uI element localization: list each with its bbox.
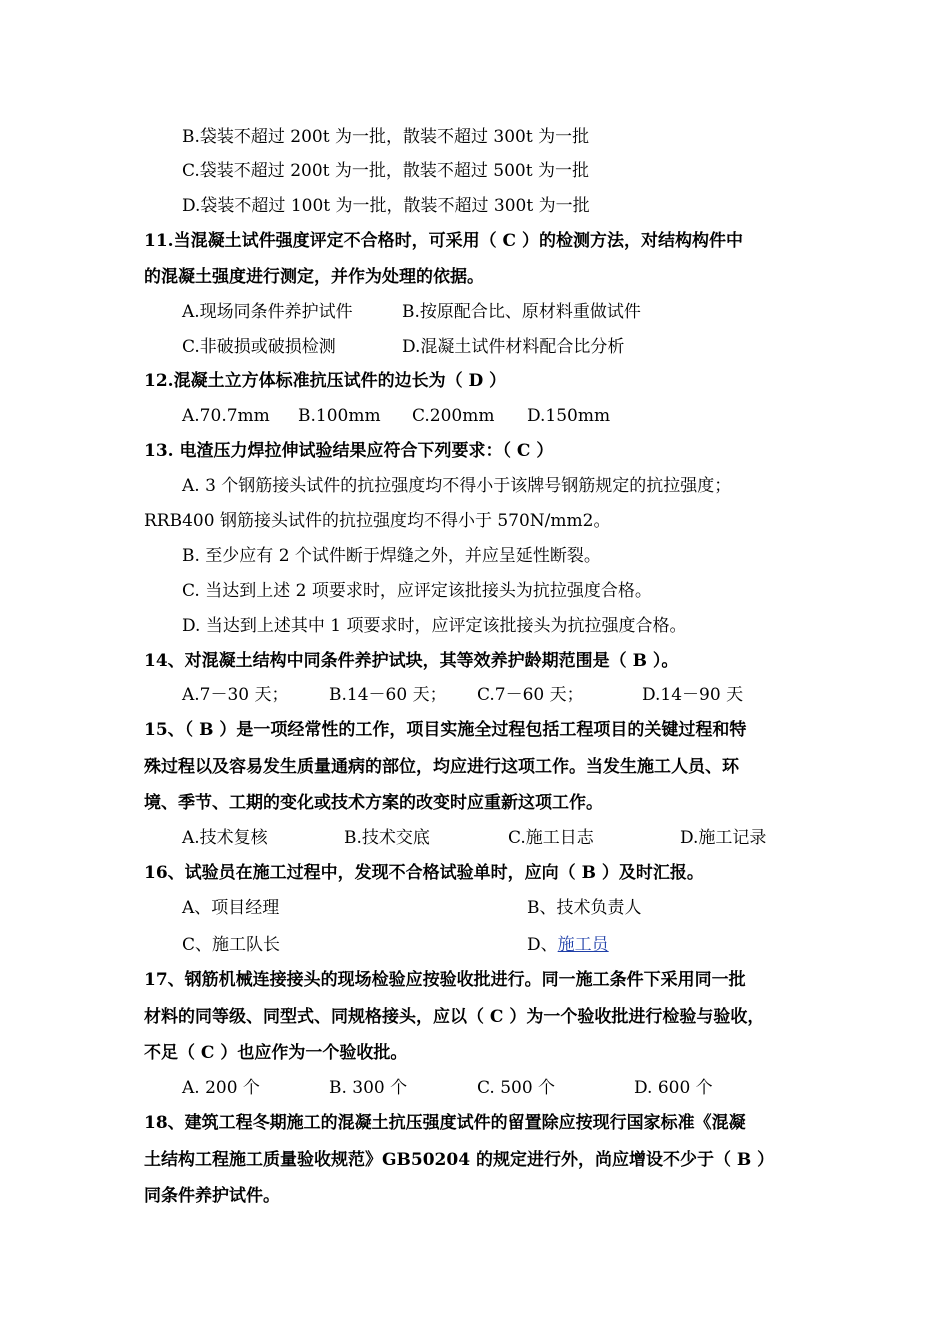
- q17-option-a: A. 200 个: [182, 1078, 260, 1098]
- q17-option-c: C. 500 个: [477, 1078, 556, 1098]
- q16-option-b: B、技术负责人: [527, 898, 642, 918]
- q17-option-d: D. 600 个: [634, 1078, 713, 1098]
- q11-option-c: C.非破损或破损检测: [182, 337, 336, 357]
- q18-stem-line1: 18、建筑工程冬期施工的混凝土抗压强度试件的留置除应按现行国家标准《混凝: [144, 1113, 746, 1133]
- q18-stem-line2: 土结构工程施工质量验收规范》GB50204 的规定进行外，尚应增设不少于（ B ）: [144, 1150, 775, 1170]
- q10-option-c: C.袋装不超过 200t 为一批，散装不超过 500t 为一批: [182, 161, 589, 181]
- q11-option-a: A.现场同条件养护试件: [182, 302, 353, 322]
- q15-option-d: D.施工记录: [680, 828, 767, 848]
- q17-stem-line2: 材料的同等级、同型式、同规格接头，应以（ C ）为一个验收批进行检验与验收，: [144, 1007, 765, 1027]
- q15-stem-line3: 境、季节、工期的变化或技术方案的改变时应重新这项工作。: [144, 793, 603, 813]
- q15-option-c: C.施工日志: [508, 828, 594, 848]
- q17-stem-line3: 不足（ C ）也应作为一个验收批。: [144, 1043, 408, 1063]
- q13-option-a-line1: A. 3 个钢筋接头试件的抗拉强度均不得小于该牌号钢筋规定的抗拉强度；: [182, 476, 732, 496]
- q13-option-c: C. 当达到上述 2 项要求时，应评定该批接头为抗拉强度合格。: [182, 581, 652, 601]
- q11-option-b: B.按原配合比、原材料重做试件: [402, 302, 641, 322]
- q16-option-c: C、施工队长: [182, 935, 281, 955]
- q17-stem-line1: 17、钢筋机械连接接头的现场检验应按验收批进行。同一施工条件下采用同一批: [144, 970, 746, 990]
- q16-option-d-prefix: D、: [527, 935, 558, 955]
- q16-option-d: [527, 934, 609, 956]
- q17-option-b: B. 300 个: [329, 1078, 408, 1098]
- q10-option-d: D.袋装不超过 100t 为一批，散装不超过 300t 为一批: [182, 196, 590, 216]
- q15-stem-line2: 殊过程以及容易发生质量通病的部位，均应进行这项工作。当发生施工人员、环: [144, 757, 739, 777]
- q16-option-a: A、项目经理: [182, 898, 280, 918]
- q11-stem-line2: 的混凝土强度进行测定，并作为处理的依据。: [144, 267, 484, 287]
- q12-option-c: C.200mm: [412, 406, 495, 426]
- q14-option-a: A.7－30 天；: [182, 685, 289, 705]
- q13-stem: 13. 电渣压力焊拉伸试验结果应符合下列要求：（ C ）: [144, 441, 554, 461]
- q13-option-d: D. 当达到上述其中 1 项要求时，应评定该批接头为抗拉强度合格。: [182, 616, 687, 636]
- q18-stem-line3: 同条件养护试件。: [144, 1186, 280, 1206]
- q11-stem-line1: 11.当混凝土试件强度评定不合格时，可采用（ C ）的检测方法，对结构构件中: [144, 231, 743, 251]
- q14-option-d: D.14－90 天: [642, 685, 744, 705]
- q10-option-b: B.袋装不超过 200t 为一批，散装不超过 300t 为一批: [182, 127, 590, 147]
- q14-option-b: B.14－60 天；: [329, 685, 447, 705]
- q13-option-b: B. 至少应有 2 个试件断于焊缝之外，并应呈延性断裂。: [182, 546, 601, 566]
- q12-stem: 12.混凝土立方体标准抗压试件的边长为（ D ）: [144, 371, 507, 391]
- q16-option-d-link[interactable]: 施工员: [557, 935, 609, 955]
- q15-stem-line1: 15、（ B ）是一项经常性的工作，项目实施全过程包括工程项目的关键过程和特: [144, 720, 747, 740]
- q11-option-d: D.混凝土试件材料配合比分析: [402, 337, 625, 357]
- q12-option-d: D.150mm: [527, 406, 611, 426]
- q14-stem: 14、对混凝土结构中同条件养护试块，其等效养护龄期范围是（ B ）。: [144, 651, 679, 671]
- q12-option-b: B.100mm: [298, 406, 381, 426]
- q13-option-a-line2: RRB400 钢筋接头试件的抗拉强度均不得小于 570N/mm2。: [144, 511, 611, 531]
- q12-option-a: A.70.7mm: [182, 406, 270, 426]
- q15-option-b: B.技术交底: [344, 828, 430, 848]
- q14-option-c: C.7－60 天；: [477, 685, 584, 705]
- q16-stem: 16、试验员在施工过程中，发现不合格试验单时，应向（ B ）及时汇报。: [144, 863, 704, 883]
- q15-option-a: A.技术复核: [182, 828, 268, 848]
